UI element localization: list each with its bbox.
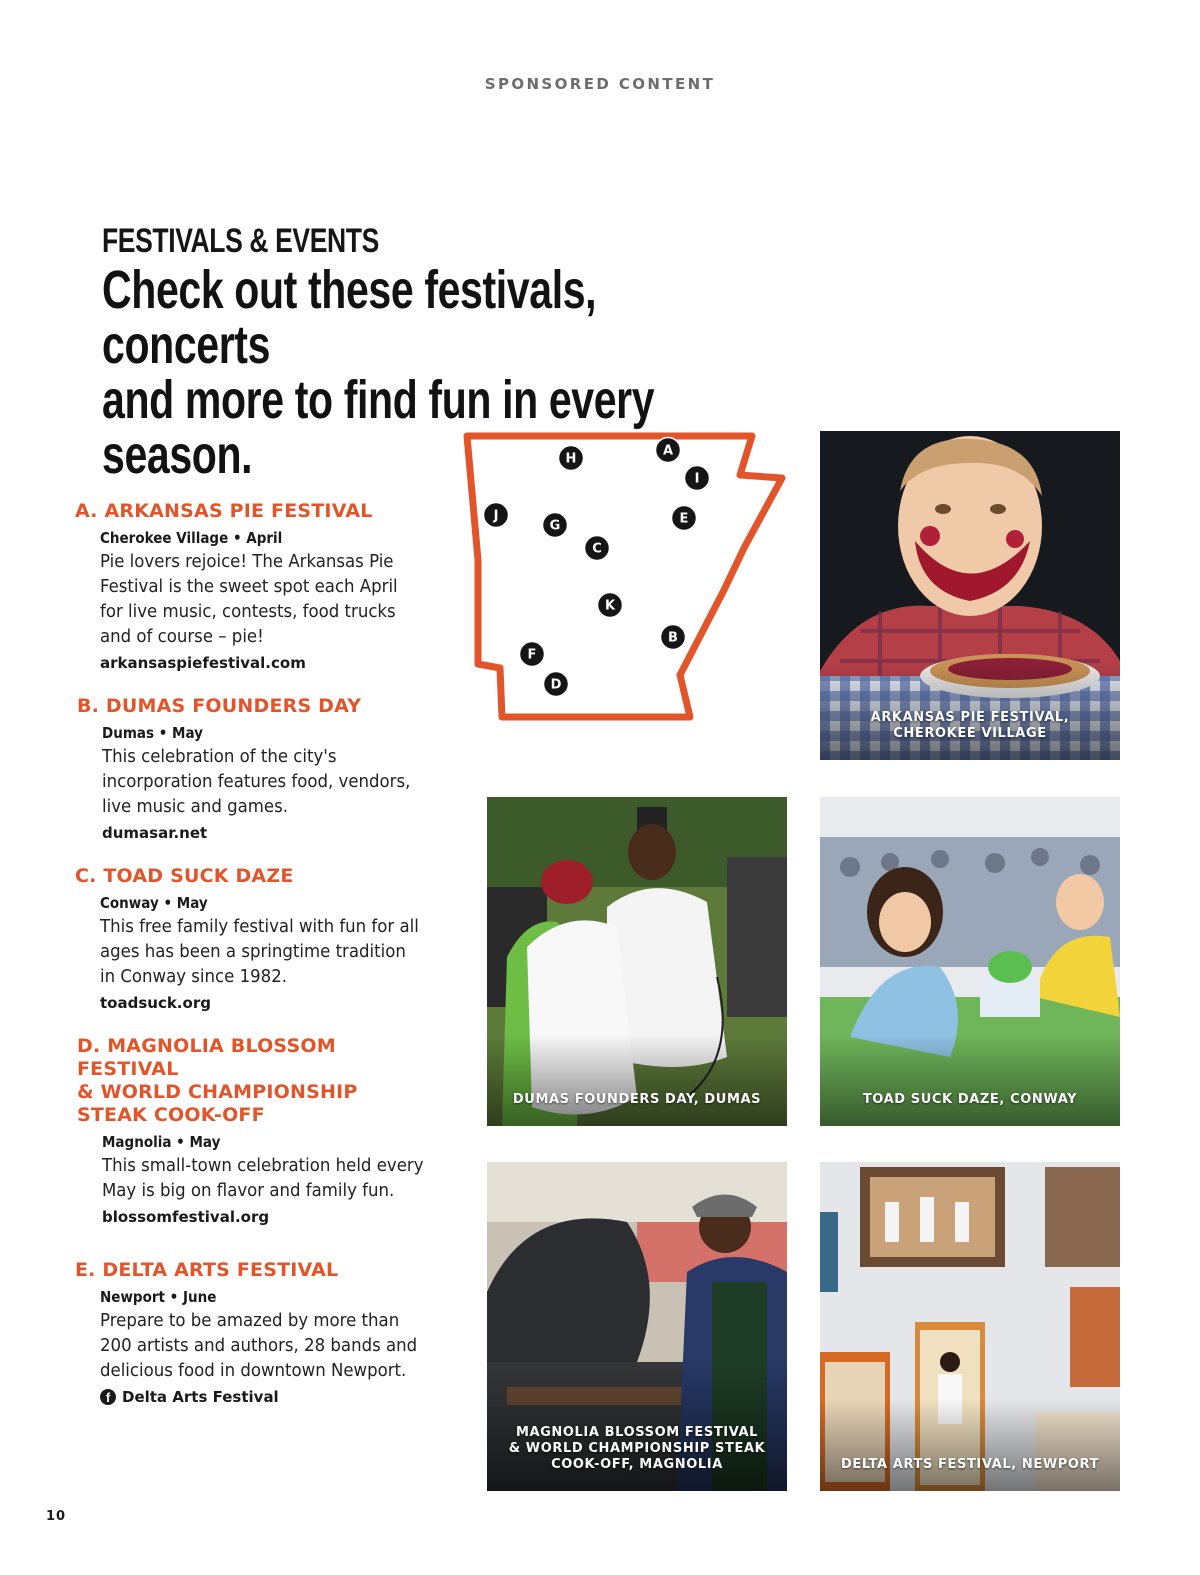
- event-website-text: toadsuck.org: [100, 994, 211, 1012]
- photo-caption: [487, 1092, 787, 1108]
- event-description: This small-town celebration held every May is big on flavor and family fun.: [102, 1155, 424, 1201]
- map-pin-f: [520, 642, 545, 667]
- event-description: Prepare to be amazed by more than 200 artists and authors, 28 bands and delicious food in downtown Newport.: [100, 1310, 418, 1381]
- map-pin-label: A: [662, 443, 674, 459]
- event-title-line: E. DELTA ARTS FESTIVAL: [75, 1259, 339, 1281]
- map-pin-b: [661, 625, 686, 650]
- map-pin-a: [656, 438, 681, 463]
- caption-line: ARKANSAS PIE FESTIVAL,: [870, 710, 1070, 725]
- map-pin-e: [672, 506, 697, 531]
- map-pin-k: [598, 593, 623, 618]
- photo-delta-arts-festival: [820, 1162, 1120, 1491]
- event-toad-suck-daze: [75, 865, 435, 1015]
- event-website-text: arkansaspiefestival.com: [100, 654, 306, 672]
- event-website-link[interactable]: [102, 1205, 437, 1229]
- map-pin-label: D: [550, 677, 562, 693]
- map-pin-h: [559, 446, 584, 471]
- map-pin-c: [585, 536, 610, 561]
- event-title: [75, 865, 435, 888]
- event-arkansas-pie-festival: [75, 500, 435, 675]
- event-title: [77, 1035, 437, 1127]
- event-title-line: & WORLD CHAMPIONSHIP: [77, 1081, 358, 1103]
- section-label: FESTIVALS & EVENTS: [102, 222, 379, 260]
- caption-line: & WORLD CHAMPIONSHIP STEAK: [508, 1441, 766, 1456]
- event-location-date: Dumas • May: [102, 724, 203, 742]
- event-location-date: Cherokee Village • April: [100, 529, 283, 547]
- dumas-illustration: [487, 797, 787, 1126]
- event-title: [77, 695, 437, 718]
- event-description: Pie lovers rejoice! The Arkansas Pie Festival is the sweet spot each April for live music, contests, food trucks and of course – pie!: [100, 551, 398, 647]
- photo-arkansas-pie-festival: [820, 431, 1120, 760]
- caption-line: COOK-OFF, MAGNOLIA: [551, 1457, 723, 1472]
- photo-dumas-founders-day: [487, 797, 787, 1126]
- photo-caption: [820, 710, 1120, 742]
- map-pin-label: F: [527, 647, 537, 663]
- map-pin-d: [544, 672, 569, 697]
- map-pin-label: H: [565, 451, 577, 467]
- event-magnolia-blossom-festival: [77, 1035, 437, 1229]
- event-location-date: Magnolia • May: [102, 1133, 221, 1151]
- photo-caption: [820, 1457, 1120, 1473]
- map-pin-label: K: [604, 598, 616, 614]
- photo-magnolia-steak-cookoff: [487, 1162, 787, 1491]
- map-pin-label: E: [679, 511, 689, 527]
- event-website-link[interactable]: [100, 991, 435, 1015]
- event-facebook-link[interactable]: [100, 1385, 435, 1409]
- photo-toad-suck-daze: [820, 797, 1120, 1126]
- event-title-line: B. DUMAS FOUNDERS DAY: [77, 695, 362, 717]
- event-description: This free family festival with fun for all ages has been a springtime tradition in Conway since 1982.: [100, 916, 419, 987]
- map-pin-j: [484, 503, 509, 528]
- caption-line: CHEROKEE VILLAGE: [893, 726, 1047, 741]
- event-title: [75, 1259, 435, 1282]
- event-website-text: blossomfestival.org: [102, 1208, 270, 1226]
- event-delta-arts-festival: [75, 1259, 435, 1409]
- event-location-date: Newport • June: [100, 1288, 217, 1306]
- delta-arts-illustration: [820, 1162, 1120, 1491]
- sponsored-label: SPONSORED CONTENT: [484, 75, 716, 93]
- caption-line: DUMAS FOUNDERS DAY, DUMAS: [512, 1092, 762, 1107]
- toad-suck-illustration: [820, 797, 1120, 1126]
- map-pin-label: J: [493, 508, 499, 524]
- headline-line: Check out these festivals, concerts: [102, 260, 597, 375]
- event-description: This celebration of the city's incorporation features food, vendors, live music and games.: [102, 746, 411, 817]
- caption-line: MAGNOLIA BLOSSOM FESTIVAL: [515, 1425, 759, 1440]
- map-pin-g: [543, 513, 568, 538]
- caption-line: TOAD SUCK DAZE, CONWAY: [862, 1092, 1078, 1107]
- event-website-text: dumasar.net: [102, 824, 208, 842]
- arkansas-outline: [467, 436, 782, 717]
- map-pin-i: [685, 466, 710, 491]
- event-title-line: A. ARKANSAS PIE FESTIVAL: [75, 500, 373, 522]
- map-pin-label: G: [549, 518, 561, 534]
- caption-line: DELTA ARTS FESTIVAL, NEWPORT: [840, 1457, 1100, 1472]
- event-title-line: C. TOAD SUCK DAZE: [75, 865, 294, 887]
- photo-caption: [487, 1425, 787, 1473]
- page-number: 10: [46, 1509, 67, 1524]
- event-website-link[interactable]: [102, 821, 437, 845]
- event-website-link[interactable]: [100, 651, 435, 675]
- photo-caption: [820, 1092, 1120, 1108]
- headline-line: and more to find fun in every season.: [102, 370, 655, 485]
- event-title-line: STEAK COOK-OFF: [77, 1104, 265, 1126]
- event-location-date: Conway • May: [100, 894, 208, 912]
- map-pin-label: B: [668, 630, 678, 646]
- map-pin-label: C: [592, 541, 602, 557]
- event-facebook-text: Delta Arts Festival: [122, 1388, 279, 1406]
- arkansas-map: [462, 430, 792, 725]
- event-title-line: D. MAGNOLIA BLOSSOM FESTIVAL: [77, 1035, 336, 1080]
- event-dumas-founders-day: [77, 695, 437, 845]
- facebook-icon: f: [100, 1389, 116, 1405]
- event-title: [75, 500, 435, 523]
- map-pin-label: I: [694, 471, 700, 487]
